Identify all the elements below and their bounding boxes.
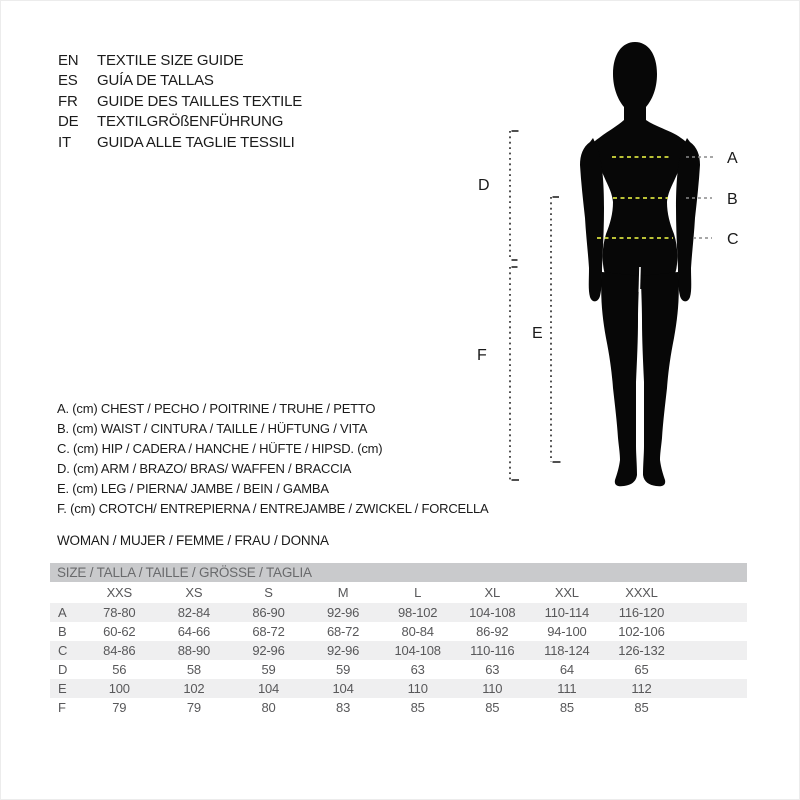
size-value-cell: 126-132: [618, 643, 665, 658]
size-table-row: [50, 660, 747, 679]
size-value-cell: 92-96: [326, 605, 360, 620]
guide-title: GUIDA ALLE TAGLIE TESSILI: [97, 133, 295, 151]
size-value-cell: 118-124: [544, 643, 590, 658]
size-table-body: [50, 582, 747, 717]
size-value-cell: 79: [112, 700, 127, 715]
label-crotch: F: [477, 347, 487, 364]
size-value-cell: 98-102: [398, 605, 438, 620]
size-table-row: [50, 603, 747, 622]
woman-silhouette-diagram: [450, 30, 795, 500]
legend-line: F. (cm) CROTCH/ ENTREPIERNA / ENTREJAMBE / ZWICKEL / FORCELLA: [57, 500, 489, 516]
size-value-cell: 64-66: [177, 624, 211, 639]
size-value-cell: 60-62: [103, 624, 136, 639]
size-column-header: XXS: [106, 585, 132, 600]
size-value-cell: 85: [410, 700, 425, 715]
measurement-figure: [450, 30, 795, 500]
size-value-cell: 68-72: [252, 624, 285, 639]
size-value-cell: 68-72: [326, 624, 360, 639]
size-value-cell: 112: [631, 681, 652, 696]
size-value-cell: 110: [407, 681, 428, 696]
guide-title: TEXTILGRÖßENFÜHRUNG: [97, 113, 284, 131]
size-column-header: XL: [484, 585, 501, 600]
size-column-header: XXXL: [625, 585, 658, 600]
size-value-cell: 86-90: [252, 605, 285, 620]
header-row: [58, 91, 302, 112]
crotch-line: [639, 267, 640, 292]
language-title-block: [58, 50, 302, 153]
measurement-legend: [57, 398, 489, 518]
guide-title: GUÍA DE TALLAS: [97, 72, 214, 90]
header-row: [58, 112, 302, 133]
size-table-row: [50, 698, 747, 717]
size-value-cell: 110-114: [544, 605, 590, 620]
size-value-cell: 94-100: [547, 624, 587, 639]
size-value-cell: 78-80: [103, 605, 136, 620]
size-value-cell: 80-84: [401, 624, 434, 639]
row-label: E: [58, 681, 67, 696]
label-leg: E: [532, 325, 543, 342]
legend-line: B. (cm) WAIST / CINTURA / TAILLE / HÜFTUNG / VITA: [57, 420, 368, 436]
size-value-cell: 92-96: [252, 643, 285, 658]
size-column-header: XXL: [554, 585, 579, 600]
size-value-cell: 104-108: [469, 605, 516, 620]
language-code: DE: [58, 113, 79, 131]
size-column-header: S: [264, 585, 273, 600]
row-label: F: [58, 700, 66, 715]
size-value-cell: 110-116: [470, 643, 515, 658]
label-chest: A: [727, 150, 738, 167]
label-waist: B: [727, 191, 738, 208]
row-label: D: [58, 662, 68, 677]
size-value-cell: 64: [559, 662, 574, 677]
language-code: ES: [58, 72, 78, 90]
size-column-header-row: [50, 582, 747, 603]
legend-line: E. (cm) LEG / PIERNA/ JAMBE / BEIN / GAMBA: [57, 480, 329, 496]
guide-title: GUIDE DES TAILLES TEXTILE: [97, 92, 303, 110]
size-value-cell: 56: [112, 662, 127, 677]
size-value-cell: 100: [108, 681, 130, 696]
measure-line-crotch: [510, 267, 519, 480]
row-label: A: [58, 605, 67, 620]
size-value-cell: 65: [634, 662, 649, 677]
label-arm: D: [478, 177, 490, 194]
language-code: EN: [58, 51, 79, 69]
size-value-cell: 82-84: [177, 605, 211, 620]
language-code: FR: [58, 92, 78, 110]
header-row: [58, 50, 302, 71]
size-column-header: M: [337, 585, 349, 600]
section-title: WOMAN / MUJER / FEMME / FRAU / DONNA: [57, 533, 329, 548]
size-value-cell: 84-86: [103, 643, 136, 658]
size-value-cell: 88-90: [177, 643, 211, 658]
size-value-cell: 59: [336, 662, 351, 677]
size-value-cell: 104: [332, 681, 354, 696]
size-table: [50, 563, 747, 717]
size-column-header: L: [414, 585, 422, 600]
measure-line-arm: [510, 131, 519, 260]
size-value-cell: 104-108: [394, 643, 441, 658]
size-table-row: [50, 679, 747, 698]
label-hip: C: [727, 231, 739, 248]
size-value-cell: 85: [559, 700, 574, 715]
size-value-cell: 63: [485, 662, 500, 677]
size-value-cell: 80: [261, 700, 276, 715]
measure-line-leg: [551, 197, 561, 462]
size-value-cell: 58: [186, 662, 201, 677]
size-value-cell: 116-120: [618, 605, 665, 620]
guide-title: TEXTILE SIZE GUIDE: [97, 51, 244, 69]
size-value-cell: 102: [183, 681, 205, 696]
size-value-cell: 86-92: [476, 624, 509, 639]
header-row: [58, 132, 302, 153]
woman-silhouette: [580, 42, 700, 486]
legend-line: A. (cm) CHEST / PECHO / POITRINE / TRUHE / PETTO: [57, 400, 376, 416]
language-code: IT: [58, 133, 71, 151]
size-value-cell: 59: [261, 662, 276, 677]
row-label: C: [58, 643, 68, 658]
size-value-cell: 85: [485, 700, 500, 715]
size-value-cell: 63: [410, 662, 425, 677]
legend-line: D. (cm) ARM / BRAZO/ BRAS/ WAFFEN / BRACCIA: [57, 460, 352, 476]
size-value-cell: 110: [482, 681, 503, 696]
size-value-cell: 79: [186, 700, 201, 715]
size-value-cell: 92-96: [326, 643, 360, 658]
size-table-row: [50, 622, 747, 641]
size-value-cell: 104: [257, 681, 280, 696]
size-table-header: SIZE / TALLA / TAILLE / GRÖSSE / TAGLIA: [50, 563, 747, 582]
size-column-header: XS: [185, 585, 203, 600]
size-value-cell: 83: [336, 700, 351, 715]
row-label: B: [58, 624, 67, 639]
header-row: [58, 71, 302, 92]
size-table-row: [50, 641, 747, 660]
size-value-cell: 85: [634, 700, 649, 715]
size-value-cell: 111: [557, 681, 577, 696]
size-value-cell: 102-106: [618, 624, 665, 639]
legend-line: C. (cm) HIP / CADERA / HANCHE / HÜFTE / HIPSD. (cm): [57, 440, 383, 456]
